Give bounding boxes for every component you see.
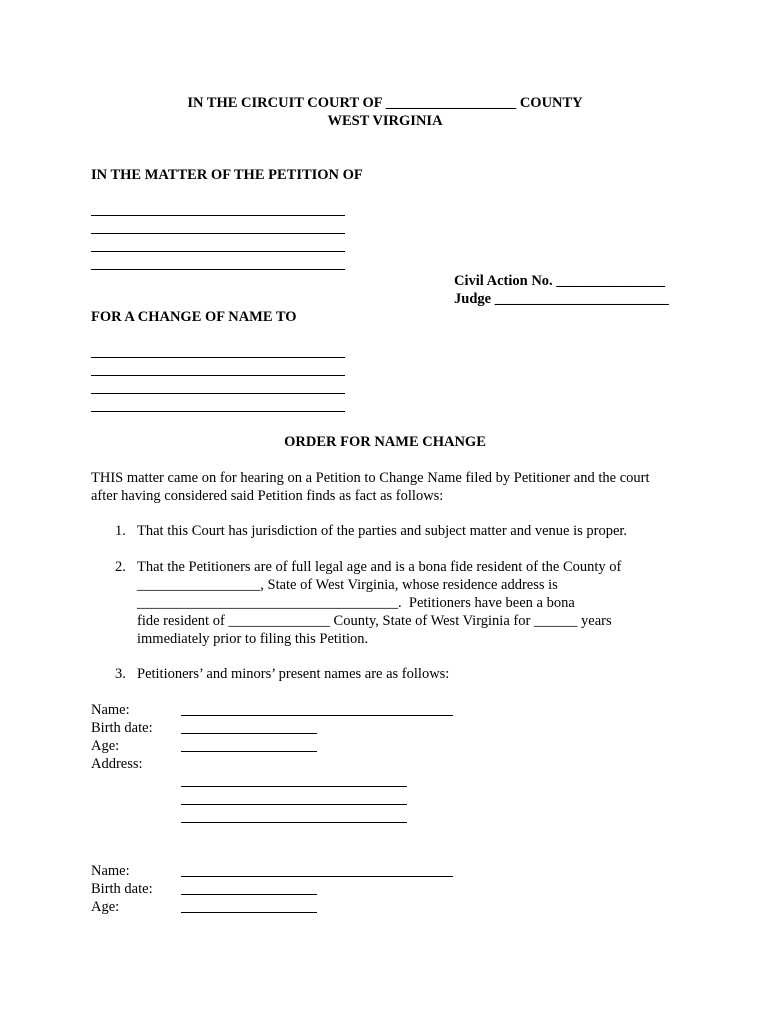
finding-text: immediately prior to filing this Petition. bbox=[137, 631, 369, 647]
name-field[interactable] bbox=[181, 715, 453, 716]
petitioner-line[interactable] bbox=[91, 269, 345, 270]
birth-date-field[interactable] bbox=[181, 733, 317, 734]
address-field[interactable] bbox=[181, 804, 407, 805]
address-label: Address: bbox=[91, 756, 143, 772]
state-heading: WEST VIRGINIA bbox=[327, 113, 443, 129]
birth-date-field[interactable] bbox=[181, 894, 317, 895]
name-field[interactable] bbox=[181, 876, 453, 877]
petitioner-line[interactable] bbox=[91, 233, 345, 234]
address-field[interactable] bbox=[181, 786, 407, 787]
petitioner-line[interactable] bbox=[91, 215, 345, 216]
name-label: Name: bbox=[91, 702, 130, 718]
judge-line: Judge ________________________ bbox=[454, 291, 669, 307]
birth-date-label: Birth date: bbox=[91, 881, 153, 897]
new-name-line[interactable] bbox=[91, 393, 345, 394]
finding-text: ____________________________________. Petitioners have been a bona bbox=[137, 595, 575, 611]
address-field[interactable] bbox=[181, 822, 407, 823]
finding-text: That the Petitioners are of full legal age and is a bona fide resident of the County of bbox=[137, 559, 622, 575]
finding-text: fide resident of ______________ County, State of West Virginia for ______ years bbox=[137, 613, 612, 629]
finding-text: That this Court has jurisdiction of the parties and subject matter and venue is proper. bbox=[137, 523, 628, 539]
finding-text: Petitioners’ and minors’ present names are as follows: bbox=[137, 666, 450, 682]
petitioner-line[interactable] bbox=[91, 251, 345, 252]
finding-number: 1. bbox=[115, 523, 126, 539]
intro-paragraph-line: after having considered said Petition finds as fact as follows: bbox=[91, 488, 444, 504]
new-name-line[interactable] bbox=[91, 357, 345, 358]
finding-text: _________________, State of West Virginia, whose residence address is bbox=[137, 577, 558, 593]
civil-action-number: Civil Action No. _______________ bbox=[454, 273, 666, 289]
age-field[interactable] bbox=[181, 912, 317, 913]
change-of-name-heading: FOR A CHANGE OF NAME TO bbox=[91, 309, 297, 325]
birth-date-label: Birth date: bbox=[91, 720, 153, 736]
intro-paragraph-line: THIS matter came on for hearing on a Petition to Change Name filed by Petitioner and the court bbox=[91, 470, 650, 486]
new-name-line[interactable] bbox=[91, 411, 345, 412]
finding-number: 3. bbox=[115, 666, 126, 682]
order-title: ORDER FOR NAME CHANGE bbox=[284, 434, 486, 450]
name-label: Name: bbox=[91, 863, 130, 879]
age-label: Age: bbox=[91, 738, 120, 754]
age-label: Age: bbox=[91, 899, 120, 915]
court-heading: IN THE CIRCUIT COURT OF __________________ COUNTY bbox=[187, 95, 583, 111]
matter-heading: IN THE MATTER OF THE PETITION OF bbox=[91, 167, 363, 183]
age-field[interactable] bbox=[181, 751, 317, 752]
finding-number: 2. bbox=[115, 559, 126, 575]
new-name-line[interactable] bbox=[91, 375, 345, 376]
